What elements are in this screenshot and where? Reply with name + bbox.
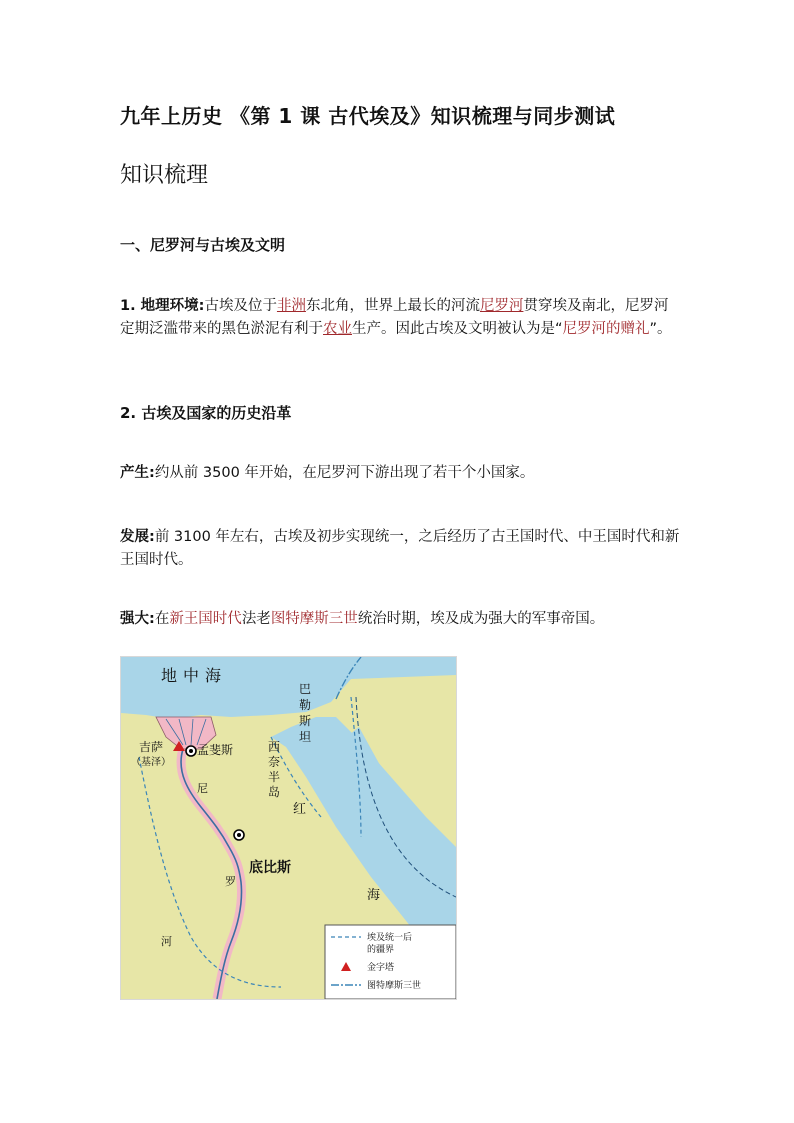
label-palestine-4: 坦 bbox=[299, 730, 312, 744]
development-text: 前 3100 年左右，古埃及初步实现统一，之后经历了古王国时代、中王国时代和新王国时代。 bbox=[120, 529, 680, 568]
paragraph-development bbox=[120, 526, 680, 572]
power-text-3: 统治时期，埃及成为强大的军事帝国。 bbox=[357, 611, 605, 627]
label-palestine-3: 斯 bbox=[299, 714, 312, 728]
label-red-sea-2: 海 bbox=[367, 888, 381, 903]
answer-agriculture: 农业 bbox=[323, 321, 352, 337]
label-sinai-4: 岛 bbox=[268, 785, 281, 799]
ancient-egypt-map bbox=[120, 656, 457, 1000]
legend-thutmose: 图特摩斯三世 bbox=[367, 981, 422, 991]
label-palestine-2: 勒 bbox=[299, 698, 312, 712]
origin-text: 约从前 3500 年开始，在尼罗河下游出现了若干个小国家。 bbox=[154, 465, 535, 481]
label-palestine-1: 巴 bbox=[299, 682, 312, 696]
label-thebes: 底比斯 bbox=[249, 860, 291, 876]
label-memphis: 孟斐斯 bbox=[197, 743, 234, 757]
section-heading-history: 2. 古埃及国家的历史沿革 bbox=[120, 404, 292, 422]
answer-thutmose: 图特摩斯三世 bbox=[270, 611, 358, 627]
doc-subtitle: 知识梳理 bbox=[120, 163, 209, 188]
geography-text-2: 东北角，世界上最长的河流 bbox=[305, 298, 480, 314]
label-sinai-2: 奈 bbox=[268, 755, 281, 769]
legend-boundary-1: 埃及统一后 bbox=[367, 933, 413, 943]
answer-new-kingdom: 新王国时代 bbox=[169, 611, 242, 627]
label-red-sea-1: 红 bbox=[293, 802, 307, 817]
label-nile-1: 尼 bbox=[197, 782, 208, 795]
power-text-2: 法老 bbox=[241, 611, 271, 627]
label-sinai-1: 西 bbox=[268, 740, 281, 754]
answer-nile: 尼罗河 bbox=[479, 298, 524, 314]
label-giza: 吉萨 bbox=[139, 740, 164, 754]
paragraph-geography bbox=[120, 295, 680, 341]
legend-pyramid: 金字塔 bbox=[367, 963, 395, 973]
label-nile-3: 河 bbox=[161, 935, 172, 948]
label-sinai-3: 半 bbox=[268, 770, 281, 784]
geography-text-5: ”。 bbox=[649, 321, 672, 337]
label-mediterranean: 地中海 bbox=[161, 666, 228, 685]
geography-text-4: 生产。因此古埃及文明被认为是“ bbox=[352, 321, 563, 337]
origin-label: 产生: bbox=[120, 465, 155, 481]
answer-gift-of-nile: 尼罗河的赠礼 bbox=[562, 321, 650, 337]
label-nile-2: 罗 bbox=[225, 875, 236, 888]
paragraph-origin bbox=[120, 462, 680, 485]
section-heading-nile: 一、尼罗河与古埃及文明 bbox=[120, 236, 286, 254]
geography-text-3: 贯穿埃及南北，尼罗河定期泛滥带来的黑色淤泥有利于 bbox=[120, 298, 669, 337]
paragraph-power bbox=[120, 608, 680, 631]
geography-label: 1. 地理环境: bbox=[120, 298, 205, 314]
label-giza-alt: （基泽） bbox=[131, 757, 171, 768]
doc-title: 九年上历史 《第 1 课 古代埃及》知识梳理与同步测试 bbox=[120, 104, 616, 128]
answer-africa: 非洲 bbox=[276, 298, 306, 314]
power-label: 强大: bbox=[120, 611, 155, 627]
development-label: 发展: bbox=[120, 529, 155, 545]
map-svg bbox=[121, 657, 456, 999]
legend-boundary-2: 的疆界 bbox=[367, 945, 395, 955]
power-text-1: 在 bbox=[154, 611, 170, 627]
geography-text-1: 古埃及位于 bbox=[204, 298, 277, 314]
